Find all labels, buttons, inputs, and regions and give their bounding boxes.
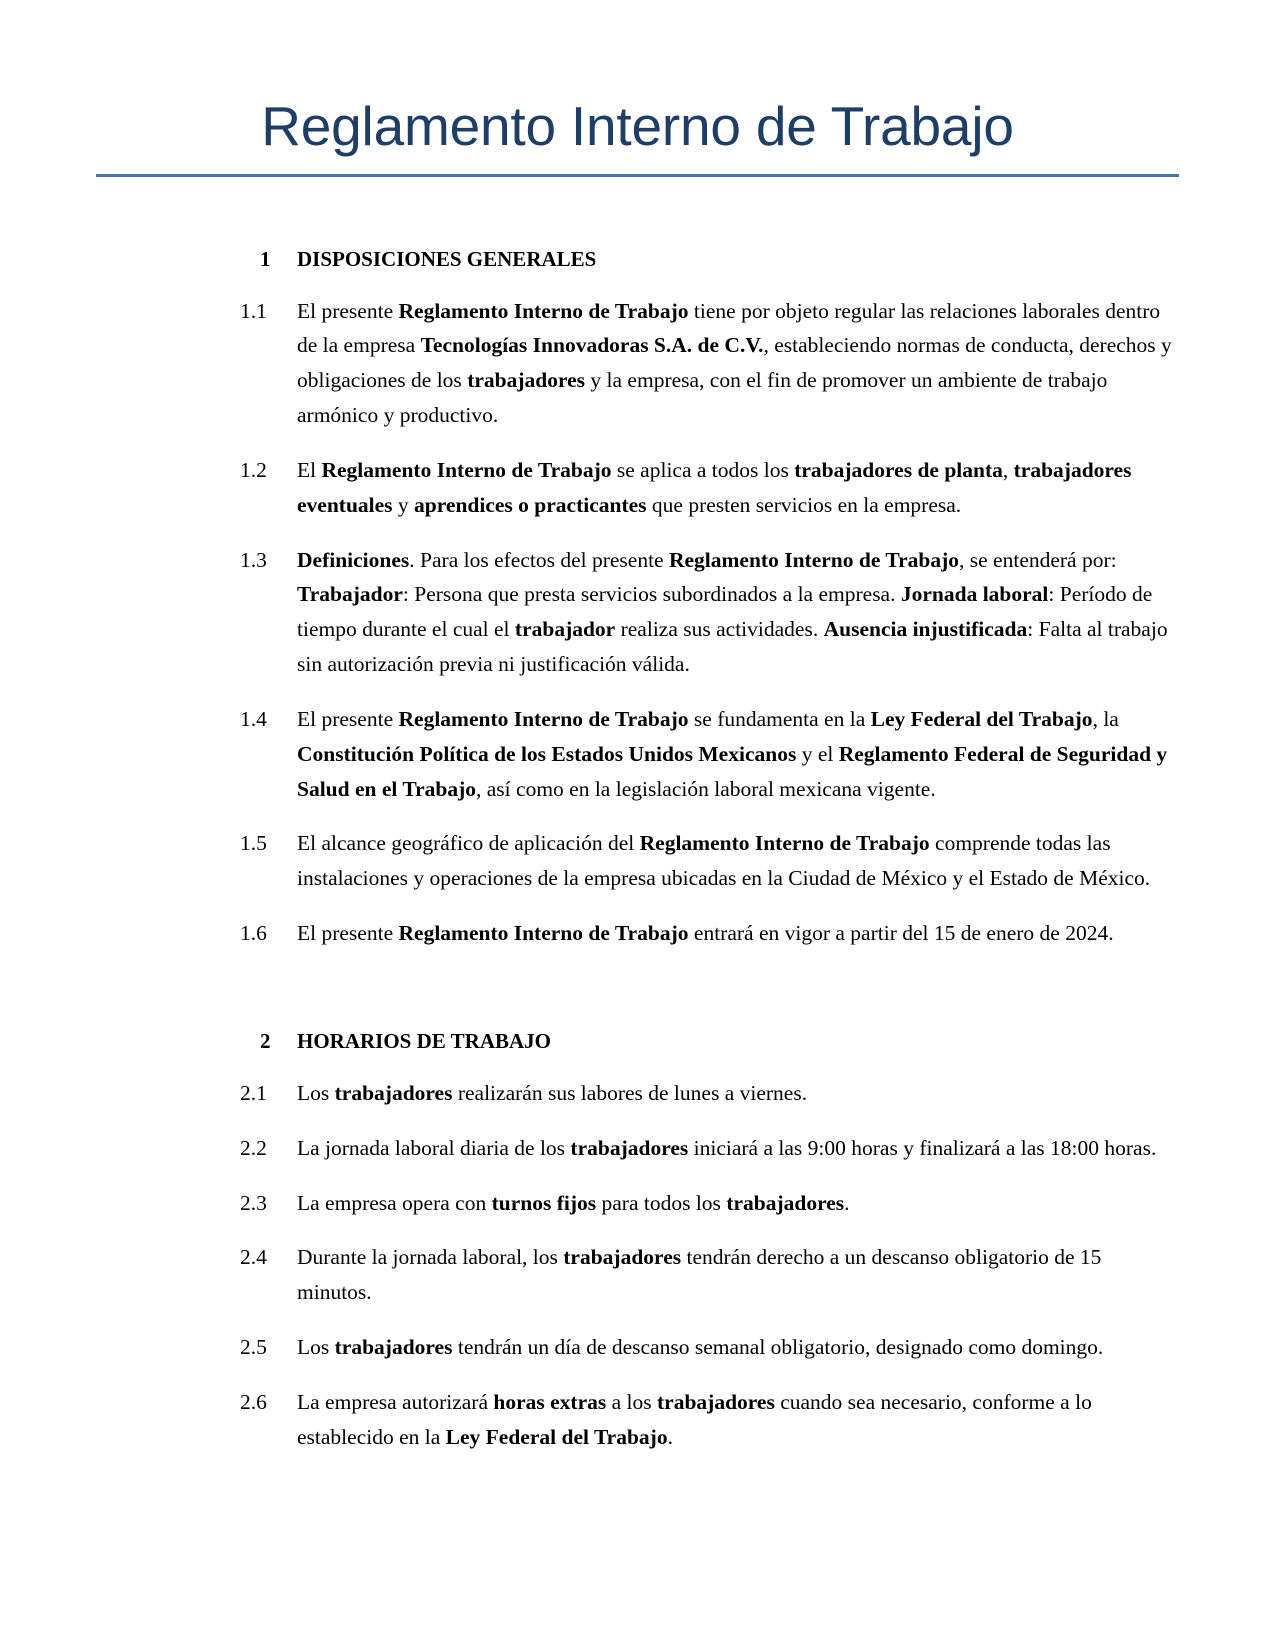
emphasis-run: Constitución Política de los Estados Unidos Mexicanos xyxy=(297,741,797,766)
clause-number: 1.4 xyxy=(240,706,267,731)
clause-text xyxy=(297,453,1175,523)
clause-spacer xyxy=(240,1365,1175,1385)
clause-text xyxy=(297,1240,1175,1310)
text-run: a los xyxy=(606,1389,657,1414)
section-heading xyxy=(240,1029,1175,1054)
emphasis-run: Jornada laboral xyxy=(900,582,1049,607)
text-run: : Falta al trabajo sin autorización previa ni justificación válida. xyxy=(297,617,1168,677)
clause-spacer xyxy=(240,896,1175,916)
heading-spacer xyxy=(240,1054,1175,1076)
clause-number: 1.5 xyxy=(240,831,267,856)
emphasis-run: Tecnologías Innovadoras S.A. de C.V. xyxy=(420,333,764,358)
text-run: iniciará a las 9:00 horas y finalizará a las 18:00 horas. xyxy=(688,1135,1157,1160)
text-run: se aplica a todos los xyxy=(611,457,795,482)
text-run: se fundamenta en la xyxy=(688,706,871,731)
clause-text xyxy=(297,294,1175,433)
emphasis-run: Reglamento Interno de Trabajo xyxy=(321,457,612,482)
clause-text xyxy=(297,1186,1175,1221)
clause-item xyxy=(240,1330,1175,1365)
clause-text xyxy=(297,1076,1175,1111)
clause-item xyxy=(240,916,1175,951)
text-run: y la empresa, con el fin de promover un ambiente de trabajo armónico y productivo. xyxy=(297,368,1108,428)
clause-number: 1.2 xyxy=(240,457,267,482)
text-run: , la xyxy=(1092,706,1119,731)
text-run: para todos los xyxy=(596,1190,727,1215)
emphasis-run: trabajadores xyxy=(570,1135,689,1160)
clause-item xyxy=(240,1240,1175,1310)
emphasis-run: aprendices o practicantes xyxy=(414,492,647,517)
clause-number: 1.3 xyxy=(240,547,267,572)
emphasis-run: Ley Federal del Trabajo xyxy=(870,706,1093,731)
text-run: , estableciendo normas de conducta, derechos y obligaciones de los xyxy=(297,333,1172,393)
emphasis-run: turnos fijos xyxy=(491,1190,597,1215)
clause-number: 2.2 xyxy=(240,1135,267,1160)
clause-text xyxy=(297,702,1175,806)
clause-text xyxy=(297,1385,1175,1455)
clause-number: 1.1 xyxy=(240,298,267,323)
clause-number: 2.5 xyxy=(240,1334,267,1359)
clause-text xyxy=(297,916,1175,951)
section-number: 1 xyxy=(260,246,271,271)
clause-item xyxy=(240,1131,1175,1166)
text-run: cuando sea necesario, conforme a lo establecido en la xyxy=(297,1389,1092,1449)
emphasis-run: Reglamento Interno de Trabajo xyxy=(668,547,960,572)
clause-item xyxy=(240,453,1175,523)
emphasis-run: trabajadores xyxy=(467,368,586,393)
text-run: : Persona que presta servicios subordinados a la empresa. xyxy=(402,582,901,607)
document-body xyxy=(100,247,1175,1455)
text-run: El presente xyxy=(297,921,399,946)
document-title-block xyxy=(96,0,1179,177)
text-run: tendrán un día de descanso semanal obligatorio, designado como domingo. xyxy=(452,1334,1104,1359)
text-run: Durante la jornada laboral, los xyxy=(297,1245,564,1270)
section-heading-label: HORARIOS DE TRABAJO xyxy=(297,1028,551,1053)
clause-spacer xyxy=(240,806,1175,826)
emphasis-run: Reglamento Interno de Trabajo xyxy=(398,298,689,323)
section-number: 2 xyxy=(260,1028,271,1053)
emphasis-run: Reglamento Interno de Trabajo xyxy=(398,706,689,731)
text-run: realizarán sus labores de lunes a viernes. xyxy=(452,1080,808,1105)
emphasis-run: Reglamento Interno de Trabajo xyxy=(639,831,930,856)
clause-spacer xyxy=(240,433,1175,453)
clause-item xyxy=(240,826,1175,896)
emphasis-run: trabajadores xyxy=(334,1080,453,1105)
emphasis-run: trabajadores xyxy=(334,1334,453,1359)
clause-number: 1.6 xyxy=(240,921,267,946)
title-spacer xyxy=(0,177,1275,247)
clause-number: 2.3 xyxy=(240,1190,267,1215)
emphasis-run: trabajadores eventuales xyxy=(297,457,1132,517)
text-run: realiza sus actividades. xyxy=(615,617,824,642)
clause-number: 2.1 xyxy=(240,1080,267,1105)
emphasis-run: Trabajador xyxy=(297,582,403,607)
text-run: La empresa autorizará xyxy=(297,1389,494,1414)
clause-spacer xyxy=(240,1220,1175,1240)
clause-spacer xyxy=(240,1111,1175,1131)
text-run: Los xyxy=(297,1080,335,1105)
clause-text xyxy=(297,1330,1175,1365)
clause-text xyxy=(297,1131,1175,1166)
emphasis-run: trabajadores xyxy=(657,1389,775,1414)
text-run: : Período de tiempo durante el cual el xyxy=(297,582,1153,642)
clause-number: 2.4 xyxy=(240,1245,267,1270)
clause-item xyxy=(240,702,1175,806)
clause-item xyxy=(240,1186,1175,1221)
text-run: El alcance geográfico de aplicación del xyxy=(297,831,640,856)
clause-spacer xyxy=(240,1166,1175,1186)
text-run: Los xyxy=(297,1334,335,1359)
clause-spacer xyxy=(240,1310,1175,1330)
emphasis-run: Definiciones xyxy=(297,547,410,572)
clause-item xyxy=(240,294,1175,433)
clause-item xyxy=(240,543,1175,682)
emphasis-run: horas extras xyxy=(493,1389,607,1414)
text-run: . xyxy=(844,1190,850,1215)
text-run: El presente xyxy=(297,298,399,323)
emphasis-run: trabajador xyxy=(514,617,616,642)
sections-container xyxy=(240,247,1175,1455)
text-run: tiene por objeto regular las relaciones laborales dentro de la empresa xyxy=(297,298,1161,358)
text-run: La jornada laboral diaria de los xyxy=(297,1135,571,1160)
text-run: y el xyxy=(796,741,839,766)
clause-text xyxy=(297,543,1175,682)
text-run: . xyxy=(667,1424,673,1449)
text-run: tendrán derecho a un descanso obligatorio de 15 minutos. xyxy=(297,1245,1102,1305)
emphasis-run: trabajadores xyxy=(563,1245,682,1270)
emphasis-run: Reglamento Federal de Seguridad y Salud en el Trabajo xyxy=(297,741,1168,801)
text-run: que presten servicios en la empresa. xyxy=(646,492,962,517)
emphasis-run: Ley Federal del Trabajo xyxy=(445,1424,668,1449)
section-heading xyxy=(240,247,1175,272)
text-run: entrará en vigor a partir del 15 de enero de 2024. xyxy=(688,921,1114,946)
text-run: La empresa opera con xyxy=(297,1190,492,1215)
text-run: El presente xyxy=(297,706,399,731)
text-run: , así como en la legislación laboral mexicana vigente. xyxy=(476,776,936,801)
text-run: comprende todas las instalaciones y operaciones de la empresa ubicadas en la Ciudad de México y el Estado de México. xyxy=(297,831,1151,891)
emphasis-run: Ausencia injustificada xyxy=(823,617,1028,642)
emphasis-run: Reglamento Interno de Trabajo xyxy=(398,921,689,946)
text-run: . Para los efectos del presente xyxy=(409,547,669,572)
text-run: , xyxy=(1002,457,1014,482)
clause-text xyxy=(297,826,1175,896)
heading-spacer xyxy=(240,272,1175,294)
clause-number: 2.6 xyxy=(240,1389,267,1414)
text-run: , se entenderá por: xyxy=(959,547,1117,572)
section-heading-label: DISPOSICIONES GENERALES xyxy=(297,246,597,271)
section-gap xyxy=(240,951,1175,1029)
emphasis-run: trabajadores de planta xyxy=(794,457,1003,482)
clause-item xyxy=(240,1385,1175,1455)
emphasis-run: trabajadores xyxy=(726,1190,845,1215)
clause-item xyxy=(240,1076,1175,1111)
page-title: Reglamento Interno de Trabajo xyxy=(261,95,1014,157)
clause-spacer xyxy=(240,682,1175,702)
text-run: El xyxy=(297,457,322,482)
clause-spacer xyxy=(240,523,1175,543)
text-run: y xyxy=(392,492,415,517)
